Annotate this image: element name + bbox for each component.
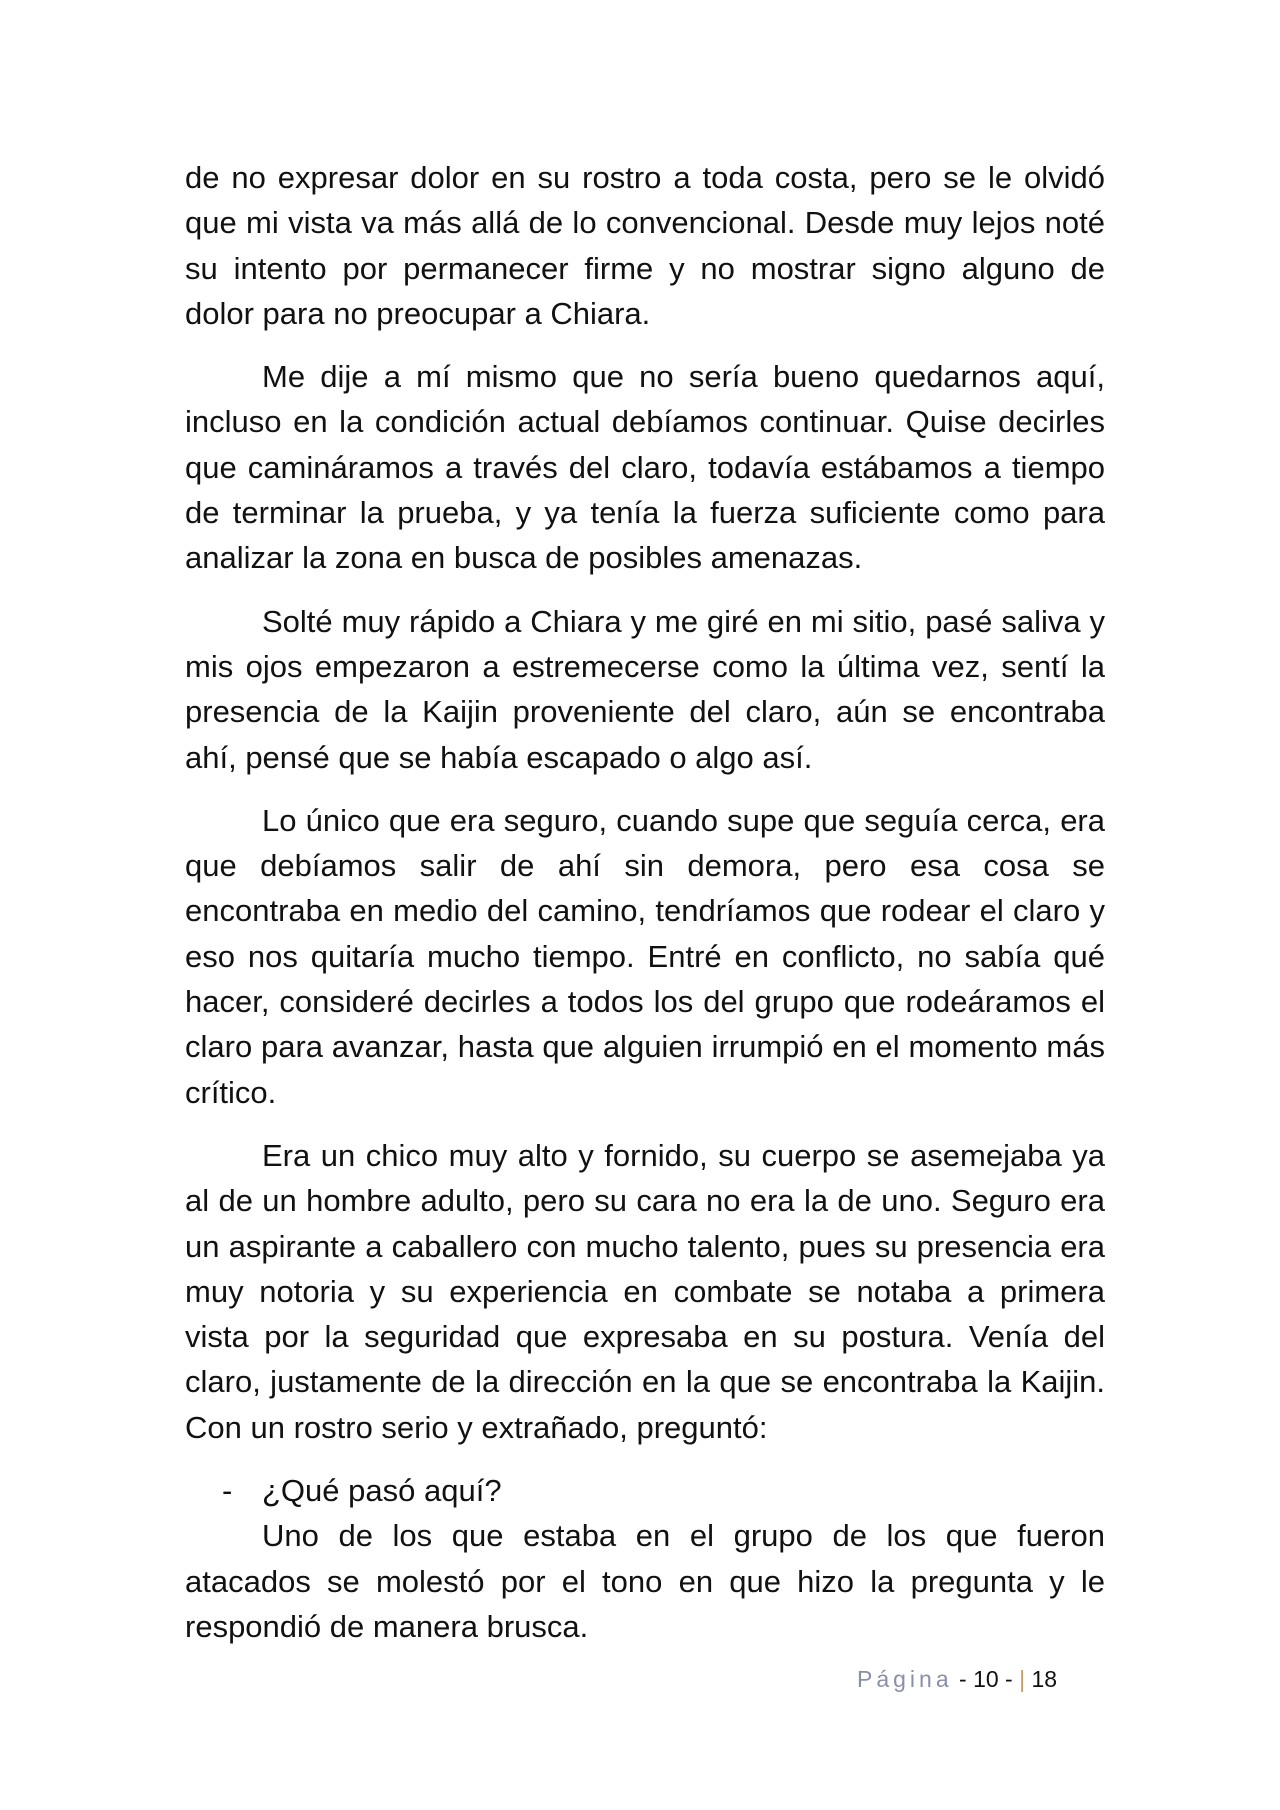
page-label: Página	[857, 1666, 953, 1692]
paragraph: Uno de los que estaba en el grupo de los que fueron atacados se molestó por el tono en que hizo la pregunta y le respondió de manera brusca.	[185, 1518, 1105, 1644]
dialogue-text: ¿Qué pasó aquí?	[262, 1473, 502, 1509]
current-page-number: - 10 -	[959, 1666, 1013, 1692]
page-footer	[857, 1664, 1057, 1694]
dialogue-line	[185, 1468, 1105, 1513]
paragraph: Lo único que era seguro, cuando supe que seguía cerca, era que debíamos salir de ahí sin demora, pero esa cosa se encontraba en medio del camino, tendríamos que rodear el claro y eso nos quitaría mucho tiempo. Entré en conflicto, no sabía qué hacer, consideré decirles a todos los del grupo que rodeáramos el claro para avanzar, hasta que alguien irrumpió en el momento más crítico.	[185, 802, 1105, 1110]
dialogue-dash: -	[222, 1473, 233, 1509]
total-pages-number: 18	[1031, 1666, 1058, 1692]
footer-separator: |	[1019, 1666, 1026, 1692]
paragraph: Era un chico muy alto y fornido, su cuerpo se asemejaba ya al de un hombre adulto, pero su cara no era la de uno. Seguro era un aspirante a caballero con mucho talento, pues su presencia era muy notoria y su experiencia en combate se notaba a primera vista por la seguridad que expresaba en su postura. Venía del claro, justamente de la dirección en la que se encontraba la Kaijin. Con un rostro serio y extrañado, preguntó:	[185, 1137, 1105, 1445]
paragraph: de no expresar dolor en su rostro a toda costa, pero se le olvidó que mi vista va más allá de lo convencional. Desde muy lejos noté su intento por permanecer firme y no mostrar signo alguno de dolor para no preocupar a Chiara.	[185, 160, 1105, 331]
paragraph: Solté muy rápido a Chiara y me giré en mi sitio, pasé saliva y mis ojos empezaron a estremecerse como la última vez, sentí la presencia de la Kaijin proveniente del claro, aún se encontraba ahí, pensé que se había escapado o algo así.	[185, 603, 1105, 775]
body-text	[185, 155, 1105, 1649]
paragraph: Me dije a mí mismo que no sería bueno quedarnos aquí, incluso en la condición actual debíamos continuar. Quise decirles que camináramos a través del claro, todavía estábamos a tiempo de terminar la prueba, y ya tenía la fuerza suficiente como para analizar la zona en busca de posibles amenazas.	[185, 359, 1105, 576]
